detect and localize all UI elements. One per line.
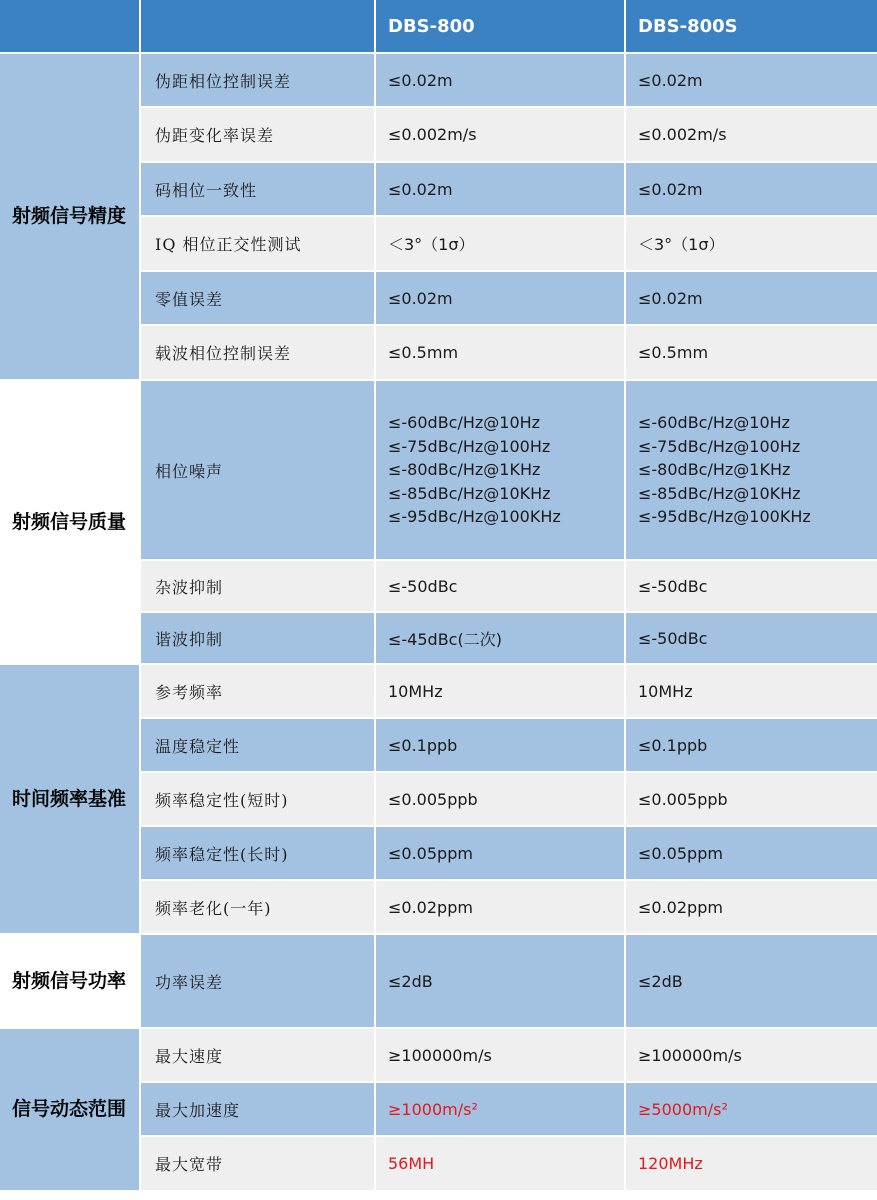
- dbs800-value: ＜3°（1σ）: [376, 217, 626, 272]
- category-label: 射频信号精度: [0, 54, 141, 381]
- dbs800s-value: ≤0.5mm: [626, 326, 877, 381]
- dbs800s-value: ≤0.05ppm: [626, 827, 877, 881]
- param-name: 载波相位控制误差: [141, 326, 376, 381]
- table-row: [141, 217, 877, 272]
- param-name: 相位噪声: [141, 381, 376, 561]
- group-time-frequency: [0, 665, 877, 935]
- param-name: 最大宽带: [141, 1137, 376, 1192]
- table-row: [141, 108, 877, 163]
- dbs800-value: ≤-45dBc(二次): [376, 613, 626, 665]
- param-name: 伪距相位控制误差: [141, 54, 376, 108]
- header-blank-cell: [0, 0, 141, 54]
- dbs800-value: [376, 381, 626, 561]
- table-row: [141, 935, 877, 1029]
- category-label: 射频信号功率: [0, 935, 141, 1029]
- table-header: [0, 0, 877, 54]
- header-dbs800: DBS-800: [376, 0, 626, 54]
- dbs800s-value: ≤0.02ppm: [626, 881, 877, 935]
- param-name: 杂波抑制: [141, 561, 376, 613]
- phase-noise-list: [388, 411, 561, 529]
- dbs800-value: ≤0.1ppb: [376, 719, 626, 773]
- table-row: [141, 881, 877, 935]
- dbs800s-value: ≤0.02m: [626, 163, 877, 217]
- dbs800s-value: 120MHz: [626, 1137, 877, 1192]
- table-row: [141, 719, 877, 773]
- dbs800-value: ≥1000m/s²: [376, 1083, 626, 1137]
- category-label: 信号动态范围: [0, 1029, 141, 1192]
- param-name: 温度稳定性: [141, 719, 376, 773]
- table-row: [141, 665, 877, 719]
- param-name: 码相位一致性: [141, 163, 376, 217]
- dbs800s-value: ≤-50dBc: [626, 613, 877, 665]
- table-row: [141, 1137, 877, 1192]
- param-name: 功率误差: [141, 935, 376, 1029]
- table-row: [141, 272, 877, 326]
- dbs800s-value: ≥100000m/s: [626, 1029, 877, 1083]
- group-rf-accuracy: [0, 54, 877, 381]
- phase-noise-line: ≤-80dBc/Hz@1KHz: [638, 460, 791, 480]
- param-name: 参考频率: [141, 665, 376, 719]
- phase-noise-line: ≤-75dBc/Hz@100Hz: [638, 436, 801, 456]
- table-row: [141, 827, 877, 881]
- param-name: 频率稳定性(长时): [141, 827, 376, 881]
- dbs800s-value: ＜3°（1σ）: [626, 217, 877, 272]
- table-row: [141, 773, 877, 827]
- dbs800s-value: ≤-50dBc: [626, 561, 877, 613]
- param-name: 谐波抑制: [141, 613, 376, 665]
- table-row: [141, 326, 877, 381]
- phase-noise-line: ≤-85dBc/Hz@10KHz: [638, 483, 801, 503]
- phase-noise-line: ≤-60dBc/Hz@10Hz: [388, 413, 541, 433]
- table-row: [141, 381, 877, 561]
- dbs800s-value: ≤0.005ppb: [626, 773, 877, 827]
- dbs800s-value: ≥5000m/s²: [626, 1083, 877, 1137]
- dbs800-value: 56MH: [376, 1137, 626, 1192]
- table-row: [141, 1029, 877, 1083]
- group-rf-power: [0, 935, 877, 1029]
- dbs800-value: 10MHz: [376, 665, 626, 719]
- table-row: [141, 613, 877, 665]
- header-dbs800s: DBS-800S: [626, 0, 877, 54]
- param-name: 最大加速度: [141, 1083, 376, 1137]
- dbs800-value: ≤0.02m: [376, 163, 626, 217]
- dbs800-value: ≤0.02ppm: [376, 881, 626, 935]
- dbs800-value: ≤-50dBc: [376, 561, 626, 613]
- param-name: 零值误差: [141, 272, 376, 326]
- phase-noise-line: ≤-95dBc/Hz@100KHz: [638, 507, 811, 527]
- phase-noise-line: ≤-95dBc/Hz@100KHz: [388, 507, 561, 527]
- dbs800-value: ≤0.5mm: [376, 326, 626, 381]
- dbs800-value: ≥100000m/s: [376, 1029, 626, 1083]
- dbs800-value: ≤0.02m: [376, 272, 626, 326]
- category-label: 射频信号质量: [0, 381, 141, 665]
- dbs800s-value: ≤0.02m: [626, 272, 877, 326]
- param-name: IQ 相位正交性测试: [141, 217, 376, 272]
- phase-noise-line: ≤-80dBc/Hz@1KHz: [388, 460, 541, 480]
- dbs800s-value: 10MHz: [626, 665, 877, 719]
- phase-noise-list: [638, 411, 811, 529]
- param-name: 最大速度: [141, 1029, 376, 1083]
- param-name: 伪距变化率误差: [141, 108, 376, 163]
- table-row: [141, 54, 877, 108]
- dbs800-value: ≤0.002m/s: [376, 108, 626, 163]
- dbs800s-value: [626, 381, 877, 561]
- phase-noise-line: ≤-75dBc/Hz@100Hz: [388, 436, 551, 456]
- dbs800s-value: ≤0.002m/s: [626, 108, 877, 163]
- header-blank-cell: [141, 0, 376, 54]
- phase-noise-line: ≤-85dBc/Hz@10KHz: [388, 483, 551, 503]
- group-signal-dynamic-range: [0, 1029, 877, 1192]
- table-row: [141, 561, 877, 613]
- dbs800-value: ≤0.005ppb: [376, 773, 626, 827]
- dbs800-value: ≤0.02m: [376, 54, 626, 108]
- dbs800s-value: ≤0.1ppb: [626, 719, 877, 773]
- param-name: 频率稳定性(短时): [141, 773, 376, 827]
- table-row: [141, 163, 877, 217]
- dbs800s-value: ≤2dB: [626, 935, 877, 1029]
- category-label: 时间频率基准: [0, 665, 141, 935]
- dbs800-value: ≤2dB: [376, 935, 626, 1029]
- dbs800-value: ≤0.05ppm: [376, 827, 626, 881]
- group-rf-quality: [0, 381, 877, 665]
- phase-noise-line: ≤-60dBc/Hz@10Hz: [638, 413, 791, 433]
- table-row: [141, 1083, 877, 1137]
- dbs800s-value: ≤0.02m: [626, 54, 877, 108]
- param-name: 频率老化(一年): [141, 881, 376, 935]
